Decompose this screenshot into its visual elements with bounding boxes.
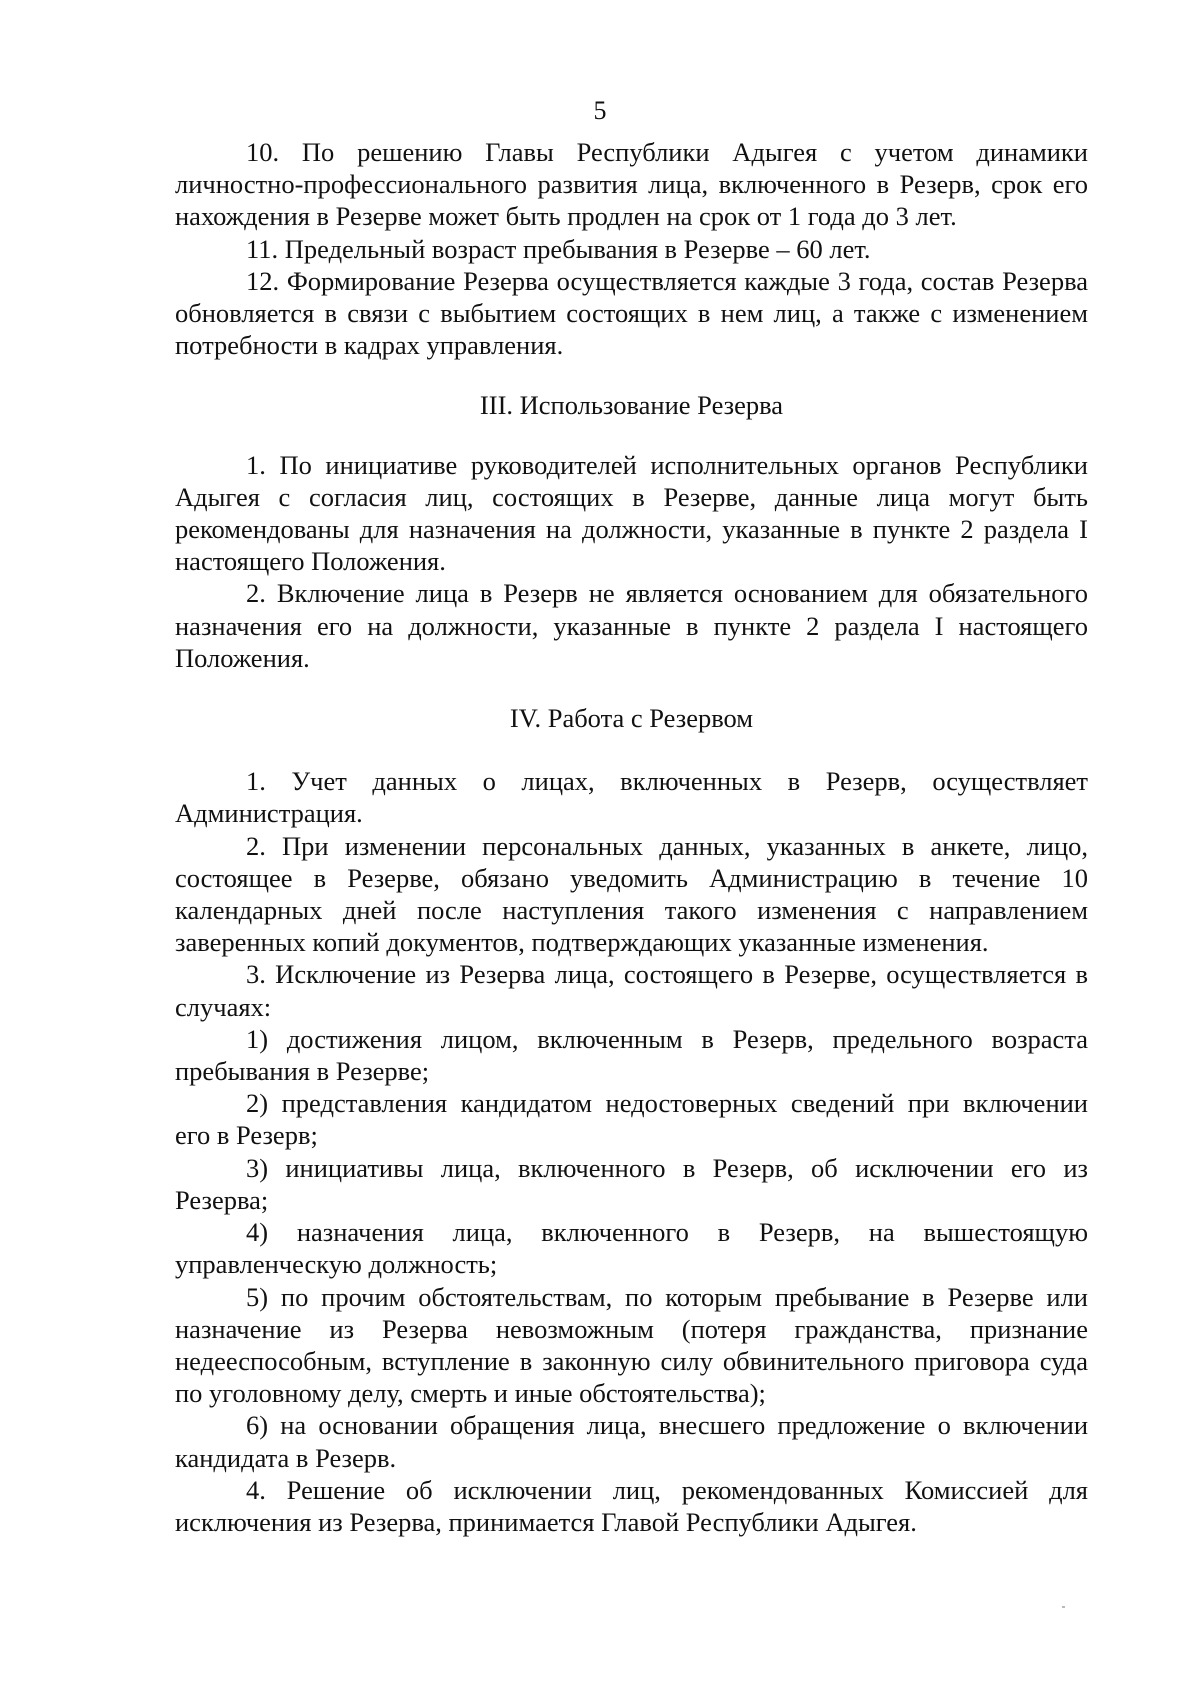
list-item-4-3-1: 1) достижения лицом, включенным в Резерв, предельного возраста пребывания в Резерве; <box>175 1023 1088 1087</box>
paragraph-3-2: 2. Включение лица в Резерв не является основанием для обязательного назначения его на должности, указанные в пункте 2 раздела I настоящего Положения. <box>175 578 1088 673</box>
list-item-4-3-4: 4) назначения лица, включенного в Резерв, на вышестоящую управленческую должность; <box>175 1217 1088 1280</box>
document-body <box>175 136 1088 1538</box>
list-item-4-3-3: 3) инициативы лица, включенного в Резерв, об исключении его из Резерва; <box>175 1152 1088 1215</box>
paragraph-4-4: 4. Решение об исключении лиц, рекомендованных Комиссией для исключения из Резерва, принимается Главой Республики Адыгея. <box>175 1474 1088 1537</box>
scan-speck <box>1062 1606 1065 1608</box>
paragraph-2-11: 11. Предельный возраст пребывания в Резерве – 60 лет. <box>246 233 871 264</box>
paragraph-2-12: 12. Формирование Резерва осуществляется каждые 3 года, состав Резерва обновляется в связи с выбытием состоящих в нем лиц, а также с изменением потребности в кадрах управления. <box>175 265 1088 361</box>
section-heading-iii: III. Использование Резерва <box>479 390 784 421</box>
list-item-4-3-6: 6) на основании обращения лица, внесшего предложение о включении кандидата в Резерв. <box>175 1410 1088 1473</box>
list-item-4-3-2: 2) представления кандидатом недостоверных сведений при включении его в Резерв; <box>175 1088 1088 1151</box>
section-heading-iv: IV. Работа с Резервом <box>509 703 754 734</box>
list-item-4-3-5: 5) по прочим обстоятельствам, по которым пребывание в Резерве или назначение из Резерва невозможным (потеря гражданства, признание недееспособным, вступление в законную силу обвинительного приговора суда по уголовному делу, смерть и иные обстоятельства); <box>175 1281 1088 1409</box>
page-number: 5 <box>593 96 607 125</box>
paragraph-4-1: 1. Учет данных о лицах, включенных в Резерв, осуществляет Администрация. <box>175 766 1088 829</box>
paragraph-2-10: 10. По решению Главы Республики Адыгея с учетом динамики личностно-профессионального развития лица, включенного в Резерв, срок его нахождения в Резерве может быть продлен на срок от 1 года до 3 лет. <box>175 137 1088 232</box>
paragraph-4-3: 3. Исключение из Резерва лица, состоящего в Резерве, осуществляется в случаях: <box>175 959 1088 1022</box>
paragraph-3-1: 1. По инициативе руководителей исполнительных органов Республики Адыгея с согласия лиц, состоящих в Резерве, данные лица могут быть рекомендованы для назначения на должности, указанные в пункте 2 раздела I настоящего Положения. <box>175 449 1088 577</box>
paragraph-4-2: 2. При изменении персональных данных, указанных в анкете, лицо, состоящее в Резерве, обязано уведомить Администрацию в течение 10 календарных дней после наступления такого изменения с направлением заверенных копий документов, подтверждающих указанные изменения. <box>175 830 1088 958</box>
